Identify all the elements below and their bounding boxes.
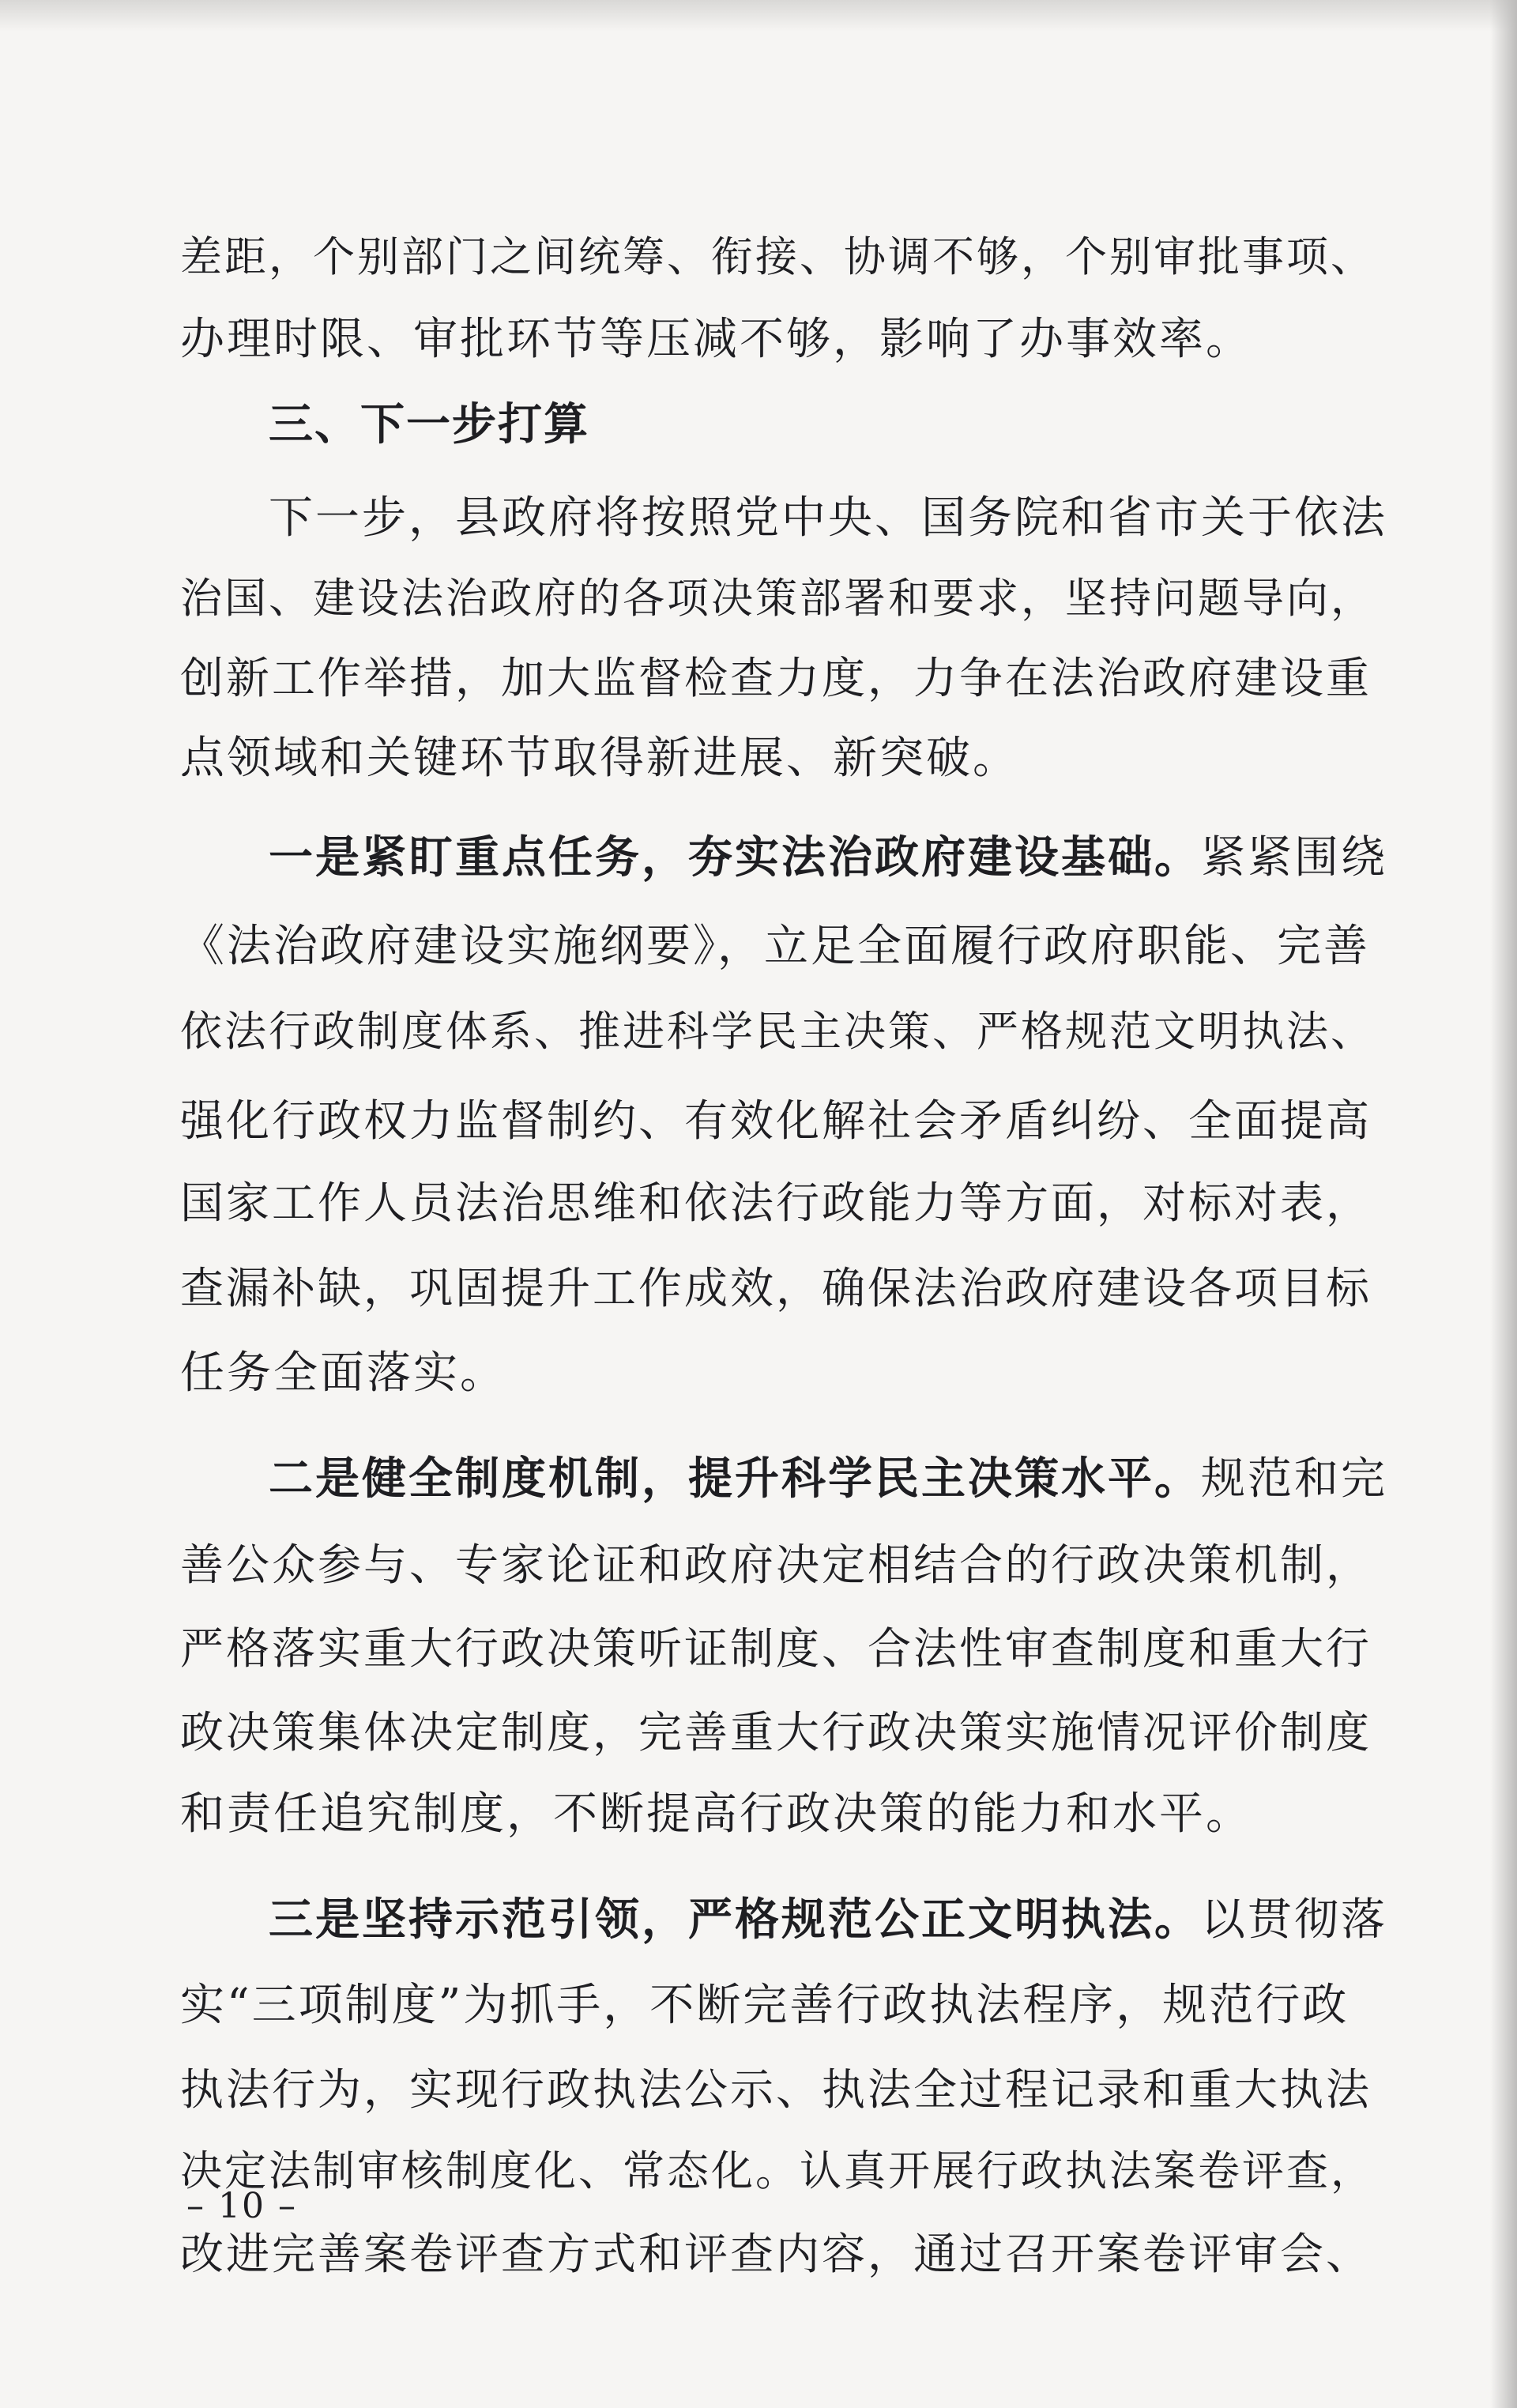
item1-heading: 一是紧盯重点任务，夯实法治政府建设基础。: [269, 832, 1201, 884]
text-line: 《法治政府建设实施纲要》，立足全面履行政府职能、完善: [180, 921, 1370, 972]
text-line: 政决策集体决定制度，完善重大行政决策实施情况评价制度: [180, 1707, 1372, 1758]
text-line: 和责任追究制度，不断提高行政决策的能力和水平。: [180, 1788, 1252, 1840]
item2-heading: 二是健全制度机制，提升科学民主决策水平。: [269, 1453, 1201, 1505]
text-line: 善公众参与、专家论证和政府决定相结合的行政决策机制，: [180, 1539, 1372, 1590]
text-line: 治国、建设法治政府的各项决策部署和要求，坚持问题导向，: [180, 575, 1375, 623]
item2-first-line: [269, 1440, 1387, 1519]
text-line: 办理时限、审批环节等压减不够，影响了办事效率。: [180, 314, 1252, 365]
text-line: 创新工作举措，加大监督检查力度，力争在法治政府建设重: [180, 653, 1372, 703]
text-line: 下一步，县政府将按照党中央、国务院和省市关于依法: [269, 492, 1387, 544]
page-number: – 10 –: [186, 2186, 297, 2226]
text-line: 严格落实重大行政决策听证制度、合法性审查制度和重大行: [180, 1623, 1372, 1674]
item2-first-rest: 规范和完: [1201, 1453, 1387, 1505]
text-line: 点领域和关键环节取得新进展、新突破。: [180, 733, 1019, 784]
scan-shadow-top: [0, 0, 1517, 32]
item3-first-line: [269, 1881, 1387, 1960]
scan-shadow-right: [1490, 0, 1517, 2408]
text-line: 实“三项制度”为抓手，不断完善行政执法程序，规范行政: [180, 1980, 1349, 2031]
text-line: 改进完善案卷评查方式和评查内容，通过召开案卷评审会、: [180, 2229, 1372, 2279]
item3-heading: 三是坚持示范引领，严格规范公正文明执法。: [269, 1894, 1201, 1946]
item1-first-line: [269, 819, 1387, 898]
text-line: 执法行为，实现行政执法公示、执法全过程记录和重大执法: [180, 2064, 1372, 2115]
text-line: 强化行政权力监督制约、有效化解社会矛盾纠纷、全面提高: [180, 1095, 1372, 1146]
item3-first-rest: 以贯彻落: [1201, 1894, 1387, 1946]
text-line: 依法行政制度体系、推进科学民主决策、严格规范文明执法、: [180, 1008, 1375, 1056]
text-line: 查漏补缺，巩固提升工作成效，确保法治政府建设各项目标: [180, 1263, 1372, 1313]
text-line: 任务全面落实。: [180, 1347, 506, 1399]
item1-first-rest: 紧紧围绕: [1201, 832, 1387, 884]
text-line: 决定法制审核制度化、常态化。认真开展行政执法案卷评查，: [180, 2147, 1375, 2195]
text-line: 国家工作人员法治思维和依法行政能力等方面，对标对表，: [180, 1178, 1372, 1228]
section-heading: 三、下一步打算: [269, 399, 589, 450]
text-line: 差距，个别部门之间统筹、衔接、协调不够，个别审批事项、: [180, 233, 1375, 281]
